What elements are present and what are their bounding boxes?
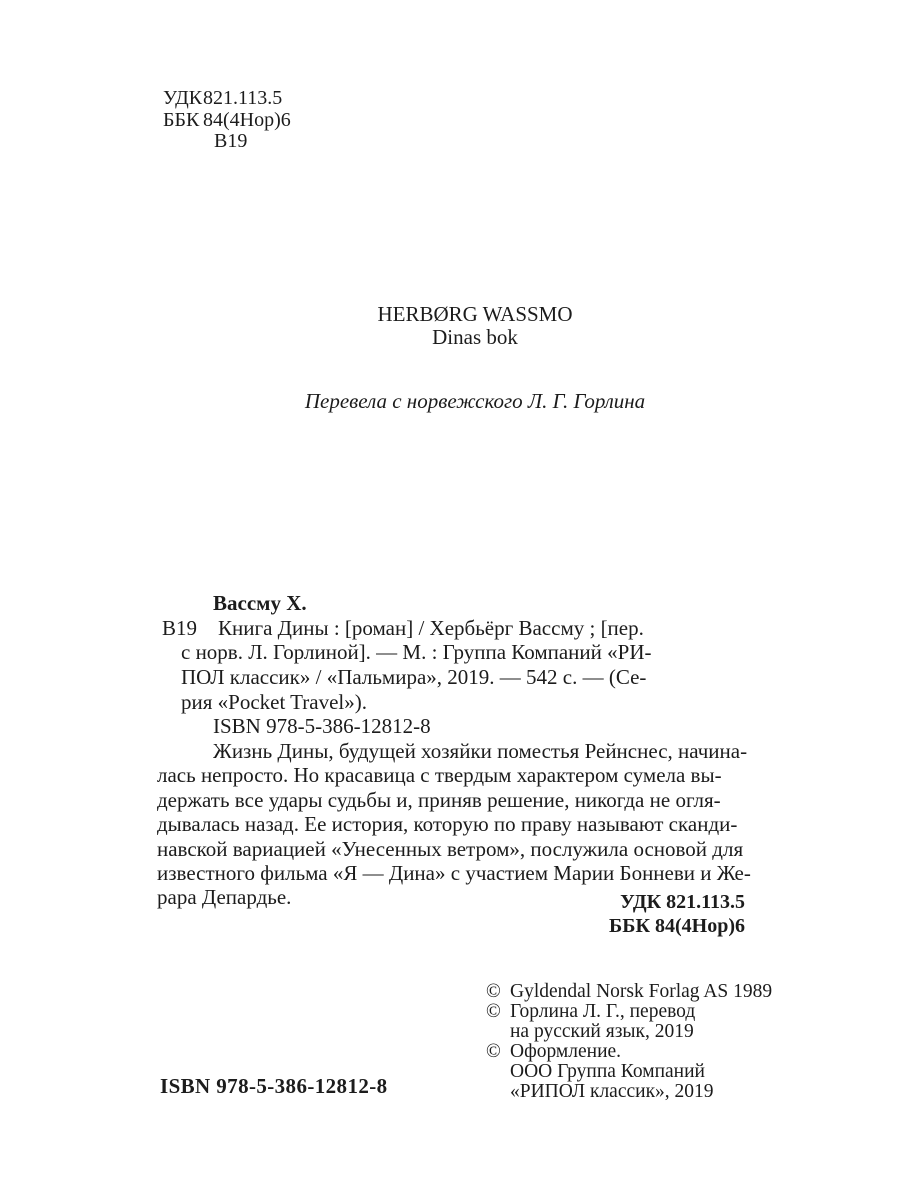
copyright-line: Оформление. [510, 1041, 622, 1062]
annotation-line: рара Депардье. [157, 885, 292, 910]
catalog-description-line: Книга Дины : [роман] / Хербьёрг Вассму ; [пер. [218, 615, 644, 640]
copyright-line: «РИПОЛ классик», 2019 [510, 1081, 714, 1102]
copyright-text [510, 982, 772, 1002]
udk-value: 821.113.5 [203, 87, 283, 109]
annotation-line: держать все удары судьбы и, приняв решение, никогда не огля- [157, 787, 721, 812]
copyright-entry [486, 982, 772, 1002]
copyright-line: ООО Группа Компаний [510, 1061, 705, 1082]
bbk-bottom-value: ББК 84(4Нор)6 [609, 915, 745, 937]
catalog-description-line: рия «Pocket Travel»). [181, 689, 367, 714]
annotation-line: лась непросто. Но красавица с твердым характером сумела вы- [157, 763, 722, 788]
copyright-symbol: © [486, 1041, 501, 1062]
bottom-classification-block [609, 890, 745, 938]
annotation-line: Жизнь Дины, будущей хозяйки поместья Рейнснес, начина- [213, 739, 748, 763]
isbn-catalog: ISBN 978-5-386-12812-8 [213, 714, 431, 738]
bbk-code-row [163, 110, 291, 132]
copyright-line: Gyldendal Norsk Forlag AS 1989 [510, 981, 773, 1002]
catalog-author: Вассму Х. [213, 591, 307, 615]
annotation-line: дывалась назад. Ее история, которую по праву называют сканди- [157, 812, 738, 837]
catalog-description-line: с норв. Л. Горлиной]. — М. : Группа Компаний «РИ- [181, 640, 652, 665]
translator-line: Перевела с норвежского Л. Г. Горлина [304, 389, 646, 413]
catalog-author-sign: В19 [162, 616, 198, 640]
isbn-footer: ISBN 978-5-386-12812-8 [160, 1074, 388, 1098]
copyright-line: на русский язык, 2019 [510, 1021, 694, 1042]
annotation-line: навской вариацией «Унесенных ветром», послужила основой для [157, 836, 744, 861]
original-title-block [210, 303, 740, 349]
author-sign: В19 [214, 130, 248, 152]
annotation-line: известного фильма «Я — Дина» с участием Марии Бонневи и Же- [157, 861, 751, 886]
original-title: Dinas bok [432, 325, 518, 349]
copyright-symbol: © [486, 1001, 501, 1022]
top-classification-block [163, 88, 291, 153]
catalog-card [162, 591, 747, 715]
catalog-description-line: ПОЛ классик» / «Пальмира», 2019. — 542 с. — (Се- [181, 665, 647, 690]
udk-bottom-value: УДК 821.113.5 [620, 891, 745, 913]
original-author: HERBØRG WASSMO [377, 302, 573, 326]
udk-label: УДК [163, 87, 203, 109]
bbk-value: 84(4Нор)6 [203, 108, 291, 131]
copyright-entry [486, 1002, 772, 1042]
copyright-entry [486, 1042, 772, 1102]
copyright-text [510, 1042, 714, 1102]
copyright-symbol: © [486, 981, 501, 1002]
bbk-label: ББК [163, 108, 200, 131]
annotation-paragraph [157, 739, 749, 910]
udk-code-row [163, 88, 291, 110]
copyright-text [510, 1002, 695, 1042]
copyright-block [486, 982, 772, 1102]
copyright-line: Горлина Л. Г., перевод [510, 1001, 696, 1022]
